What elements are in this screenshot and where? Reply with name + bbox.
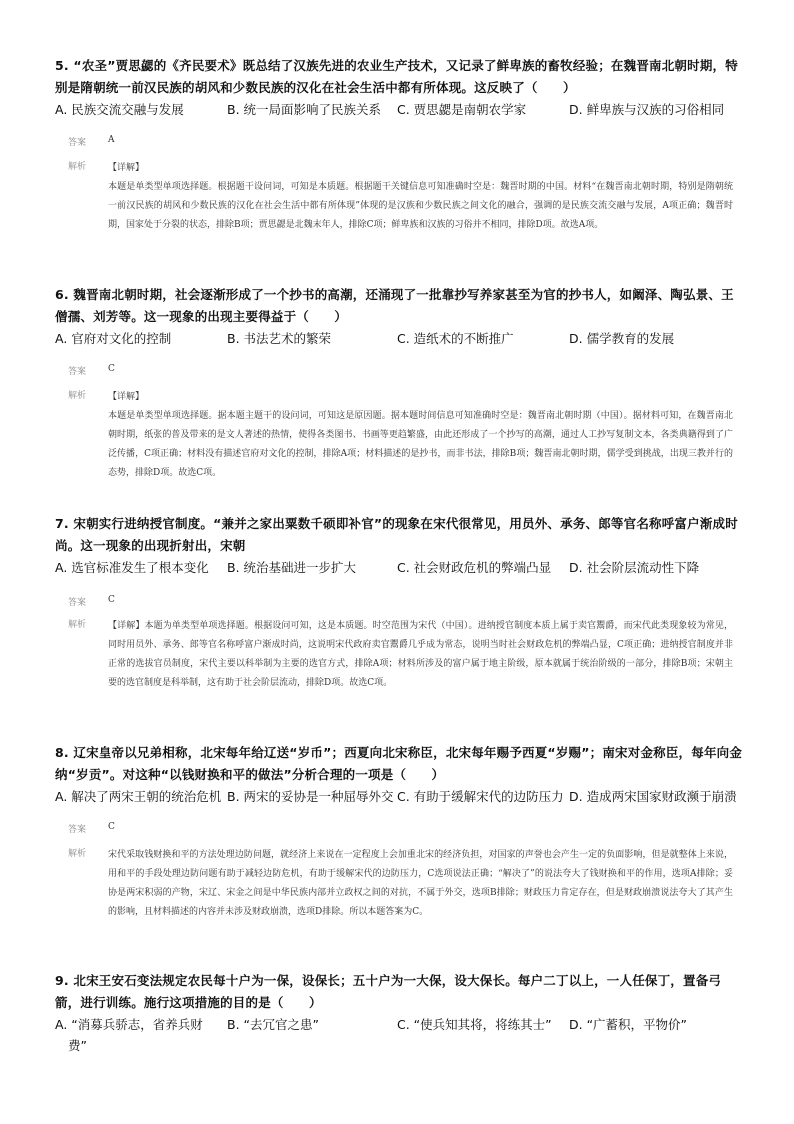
option-a[interactable]: A. 民族交流交融与发展 [55,102,184,117]
options-row [55,557,745,579]
question-stem: 6. 魏晋南北朝时期，社会逐渐形成了一个抄书的高潮，还涌现了一批靠抄写养家甚至为官的抄书人，如阚泽、陶弘景、王僧孺、刘芳等。这一现象的出现主要得益于（ ） [55,287,734,324]
analysis-label: 解析 [68,162,87,172]
option-d[interactable]: D. 社会阶层流动性下降 [569,560,700,575]
option-c[interactable]: C. “使兵知其将，将练其士” [397,1017,552,1032]
answer-value: C [108,822,115,832]
option-b[interactable]: B. 两宋的妥协是一种屈辱外交 [227,789,394,804]
option-d[interactable]: D. 造成两宋国家财政濒于崩溃 [569,789,737,804]
option-d[interactable]: D. “广蓄积，平物价” [569,1017,688,1032]
answer-value: C [108,364,115,374]
option-d[interactable]: D. 儒学教育的发展 [569,331,675,346]
question-stem: 8. 辽宋皇帝以兄弟相称，北宋每年给辽送“岁币”；西夏向北宋称臣，北宋每年赐予西夏“岁赐”；南宋对金称臣，每年向金纳“岁贡”。对这种“以钱财换和平的做法”分析合理的一项是（ ） [55,745,743,782]
analysis-text: 【详解】 本题是单类型单项选择题。根据题干设问词，可知是本质题。根据题干关键信息可知准确时空是：魏晋时期的中国。材料“在魏晋南北朝时期，特别是隋朝统一前汉民族的胡风和少数民族的汉化在社会生活中都有所体现”体现的是汉族和少数民族之间文化的融合，强调的是民族交流交融与发展，A项正确；魏晋时期，国家处于分裂的状态，排除B项；贾思勰是北魏末年人，排除C项；鲜卑族和汉族的习俗并不相同，排除D项。故选A项。 [108,163,733,230]
option-c[interactable]: C. 有助于缓解宋代的边防压力 [397,789,564,804]
option-d[interactable]: D. 鲜卑族与汉族的习俗相同 [569,102,725,117]
question-9 [55,970,745,1036]
answer-label: 答案 [68,367,87,377]
option-a[interactable]: A. “消募兵骄志，省养兵财 [55,1017,203,1032]
option-b[interactable]: B. “去冗官之患” [227,1017,319,1032]
answer-value: C [108,595,115,605]
answer-label: 答案 [68,598,87,608]
options-row [55,99,745,121]
option-a[interactable]: A. 解决了两宋王朝的统治危机 [55,789,222,804]
analysis-label: 解析 [68,391,87,401]
options-row [55,786,745,808]
analysis-label: 解析 [68,849,87,859]
question-7 [55,513,745,579]
analysis-text: 【详解】本题为单类型单项选择题。根据设问可知，这是本质题。时空范围为宋代（中国）。进纳授官制度本质上属于卖官鬻爵，而宋代此类现象较为常见，同时用员外、承务、郎等官名称呼富户渐成时尚，这说明宋代政府卖官鬻爵几乎成为常态，说明当时社会财政危机的弊端凸显，C项正确；进纳授官制度并非正常的选拔官员制度，宋代主要以科举制为主要的选官方式，排除A项；材料所涉及的富户属于地主阶级，原本就属于统治阶级的一部分，排除B项；宋朝主要的选官制度是科举制，这有助于社会阶层流动，排除D项。故选C项。 [108,621,733,688]
analysis-label: 解析 [68,620,87,630]
answer-label: 答案 [68,138,87,148]
options-row [55,328,745,350]
option-c[interactable]: C. 贾思勰是南朝农学家 [397,102,527,117]
options-row [55,1014,745,1036]
analysis-text: 宋代采取钱财换和平的方法处理边防问题，就经济上来说在一定程度上会加重北宋的经济负担，对国家的声誉也会产生一定的负面影响，但是就整体上来说，用和平的手段处理边防问题有助于减轻边防危机，有助于缓解宋代的边防压力，C选项说法正确；“解决了”的说法夸大了钱财换和平的作用，选项A排除；妥协是两宋积弱的产物，宋辽、宋金之间是中华民族内部并立政权之间的对抗，不属于外交，选项B排除；财政压力肯定存在，但是财政崩溃说法夸大了其产生的影响，且材料描述的内容并未涉及财政崩溃，选项D排除。所以本题答案为C。 [108,850,733,917]
option-a[interactable]: A. 选官标准发生了根本变化 [55,560,209,575]
question-8 [55,742,745,808]
question-stem: 7. 宋朝实行进纳授官制度。“兼并之家出粟数千硕即补官”的现象在宋代很常见，用员外、承务、郎等官名称呼富户渐成时尚。这一现象的出现折射出，宋朝 [55,516,738,553]
answer-value: A [108,135,115,145]
option-b[interactable]: B. 书法艺术的繁荣 [227,331,332,346]
option-a-continuation: 费” [68,1038,87,1053]
option-b[interactable]: B. 统一局面影响了民族关系 [227,102,382,117]
option-c[interactable]: C. 造纸术的不断推广 [397,331,514,346]
option-b[interactable]: B. 统治基础进一步扩大 [227,560,357,575]
analysis-text: 【详解】 本题是单类型单项选择题。据本题主题干的设问词，可知这是原因题。据本题时间信息可知准确时空是：魏晋南北朝时期（中国）。据材料可知，在魏晋南北朝时期，纸张的普及带来的是文人著述的热情，使得各类图书、书画等更趋繁盛，由此还形成了一个抄写的高潮，通过人工抄写复制文本，各类典籍得到了广泛传播，C项正确；材料没有描述官府对文化的控制，排除A项；材料描述的是抄书，而非书法，排除B项；魏晋南北朝时期，儒学受到挑战，出现三教并行的态势，排除D项。故选C项。 [108,392,733,478]
question-stem: 9. 北宋王安石变法规定农民每十户为一保，设保长；五十户为一大保，设大保长。每户二丁以上，一人任保丁，置备弓箭，进行训练。施行这项措施的目的是（ ） [55,973,722,1010]
option-a[interactable]: A. 官府对文化的控制 [55,331,172,346]
question-5 [55,55,745,121]
answer-label: 答案 [68,825,87,835]
option-c[interactable]: C. 社会财政危机的弊端凸显 [397,560,552,575]
question-stem: 5. “农圣”贾思勰的《齐民要术》既总结了汉族先进的农业生产技术，又记录了鲜卑族的畜牧经验；在魏晋南北朝时期，特别是隋朝统一前汉民族的胡风和少数民族的汉化在社会生活中都有所体现。这反映了（ ） [55,58,738,95]
question-6 [55,284,745,350]
